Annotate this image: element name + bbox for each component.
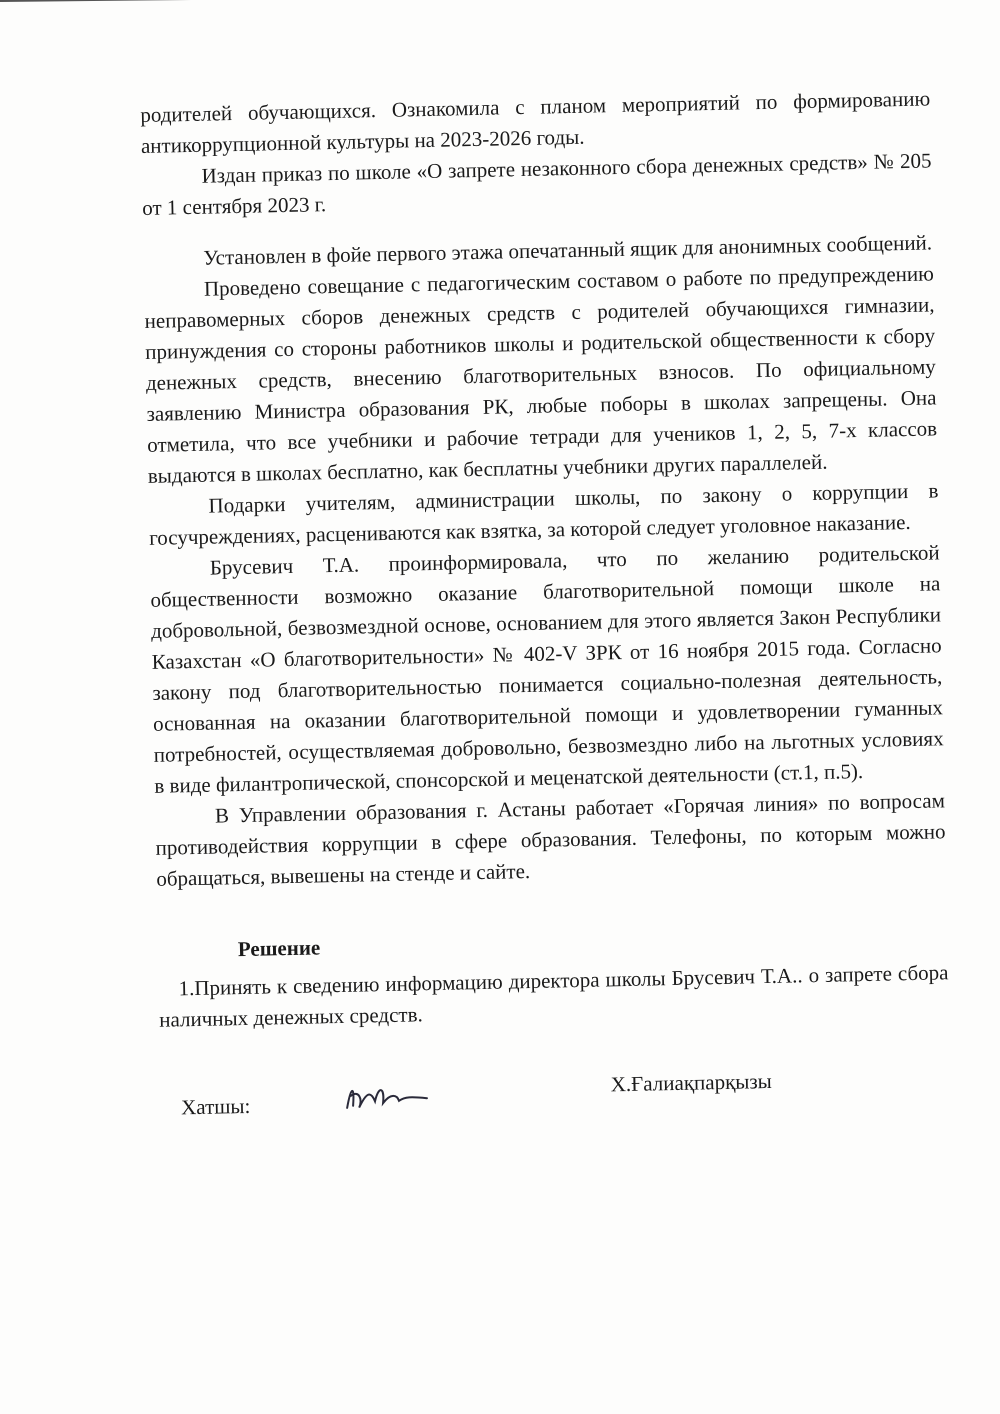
paragraph-hotline: В Управлении образования г. Астаны работает «Горячая линия» по вопросам противодействия коррупции в сфере образования. Телефоны, по которым можно обращаться, вывешены на стенде и сайте.: [155, 788, 946, 891]
paragraph-box: Установлен в фойе первого этажа опечатанный ящик для анонимных сообщений.: [203, 230, 933, 270]
document-body: [140, 83, 952, 1141]
signature-row: [161, 1065, 952, 1142]
secretary-name: Х.Ғалиақпарқызы: [610, 1068, 773, 1097]
paragraph-order: Издан приказ по школе «О запрете незаконного сбора денежных средств» № 205 от 1 сентября 2023 г.: [142, 148, 932, 220]
paragraph-meeting: Проведено совещание с педагогическим составом о работе по предупреждению неправомерных сборов денежных средств с родителей обучающихся гимназии, принуждения со стороны работников школы и родительской общественности к сбору денежных средств, внесению благотворительных взносов. По официальному заявлению Министра образования РК, любые поборы в школах запрещены. Она отметила, что все учебники и рабочие тетради для учеников 1, 2, 5, 7-х классов выдаются в школах бесплатно, как бесплатны учебники других параллелей.: [144, 261, 938, 488]
paragraph-charity: Брусевич Т.А. проинформировала, что по желанию родительской общественности возможно оказание благотворительной помощи школе на добровольной, безвозмездной основе, основанием для этого является Закон Республики Казахстан «О благотворительности» № 402-V ЗРК от 16 ноября 2015 года. Согласно закону под благотворительностью понимается социально-полезная деятельность, основанная на оказании благотворительной помощи и удовлетворении гуманных потребностей, осуществляемая добровольно, безвозмездно либо на льготных условиях в виде филантропической, спонсорской и меценатской деятельности (ст.1, п.5).: [150, 540, 944, 798]
paragraph-plan: родителей обучающихся. Ознакомила с планом мероприятий по формированию антикоррупционной культуры на 2023-2026 годы.: [140, 86, 931, 158]
decision-heading: Решение: [237, 935, 321, 962]
paragraph-gifts: Подарки учителям, администрации школы, по закону о коррупции в госучреждениях, расцениваются как взятка, за которой следует уголовное наказание.: [148, 478, 939, 550]
secretary-label: Хатшы:: [180, 1093, 251, 1120]
scan-edge-line: [0, 0, 420, 2]
decision-item: 1.Принять к сведению информацию директора школы Брусевич Т.А.. о запрете сбора наличных денежных средств.: [159, 960, 949, 1032]
handwritten-signature-icon: [341, 1076, 432, 1118]
